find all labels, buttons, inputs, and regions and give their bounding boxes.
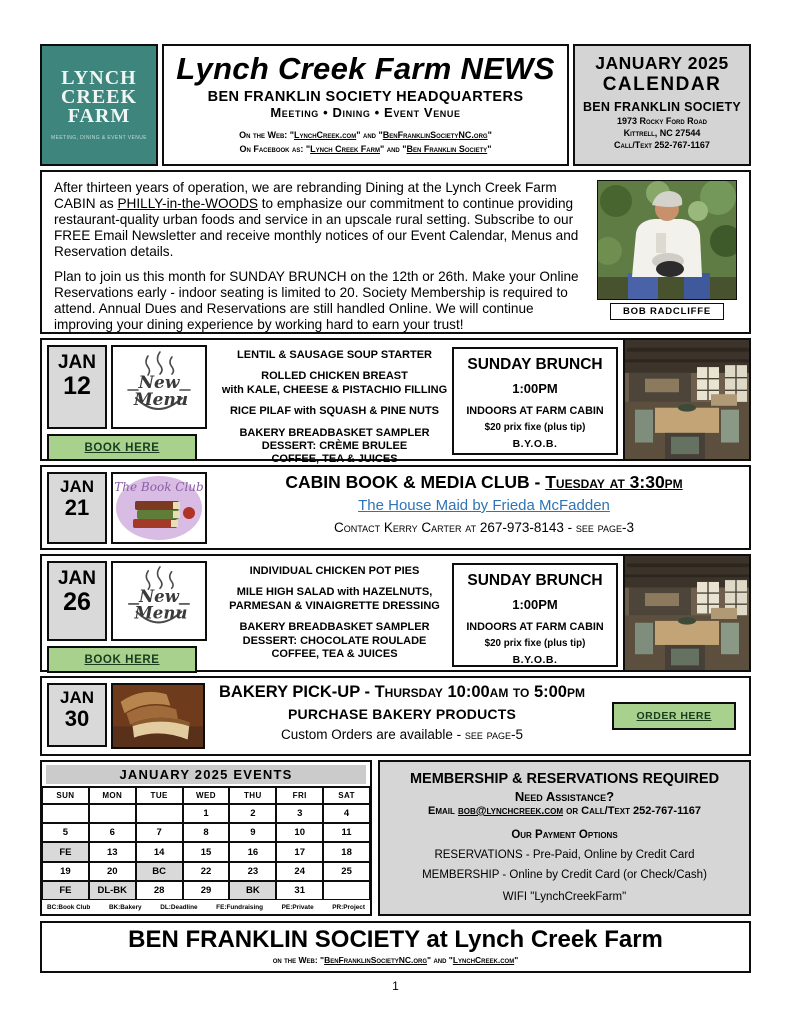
logo-text: LYNCH CREEK FARM	[60, 67, 138, 127]
bakery-title: BAKERY PICK-UP - Thursday 10:00am to 5:00pm	[219, 683, 585, 701]
events-calendar	[40, 760, 372, 916]
jan12-menu	[217, 340, 452, 466]
calendar-cell: BC	[136, 862, 183, 881]
sunday-brunch-box-jan26: SUNDAY BRUNCH 1:00PM INDOORS AT FARM CABIN $20 prix fixe (plus tip) B.Y.O.B.	[452, 563, 618, 667]
newsletter-page	[40, 44, 751, 993]
menu-item: RICE PILAF with SQUASH & PINE NUTS	[229, 405, 439, 418]
intro-paragraph-1: After thirteen years of operation, we are rebranding Dining at the Lynch Creek Farm CABIN as PHILLY-in-the-WOODS to emphasize our commitment to continue providing restaurant-quality urban foods and service in an upscale rural setting. Subscribe to our FREE Email Newsletter and receive monthly notices of our Event Calendar, Menus and Reservation details.	[54, 180, 579, 259]
assistance-contact: Email bob@lynchcreek.com or Call/Text 252-767-1167	[428, 805, 701, 817]
facebook-line: On Facebook as: "Lynch Creek Farm" and "Ben Franklin Society"	[239, 143, 492, 154]
calendar-cell: 3	[276, 804, 323, 823]
philly-in-the-woods: PHILLY-in-the-WOODS	[117, 195, 258, 211]
need-assistance: Need Assistance?	[514, 789, 615, 804]
jan12-left	[42, 340, 217, 459]
calendar-cell	[323, 881, 370, 900]
lynchcreek-link[interactable]: LynchCreek.com	[294, 130, 357, 140]
calendar-cell: 1	[183, 804, 230, 823]
calendar-day-header: SUN	[42, 787, 89, 804]
wifi-line: WIFI "LynchCreekFarm"	[502, 891, 627, 903]
new-menu-icon-jan26	[111, 561, 207, 641]
menu-item: MILE HIGH SALAD with HAZELNUTS, PARMESAN & VINAIGRETTE DRESSING	[229, 586, 440, 612]
cabin-interior-photo-jan12	[623, 340, 749, 459]
calendar-cell: 22	[183, 862, 230, 881]
facebook-society-link[interactable]: Ben Franklin Society	[406, 143, 488, 154]
legend-item: PE:Private	[281, 904, 314, 911]
header-calendar-box	[573, 44, 751, 166]
event-jan-21	[40, 465, 751, 550]
calendar-cell: 17	[276, 842, 323, 861]
membership-line: MEMBERSHIP - Online by Credit Card (or Check/Cash)	[422, 869, 707, 881]
jan12-date: JAN 12	[47, 345, 107, 429]
header	[40, 44, 751, 166]
web-line: On the Web: "LynchCreek.com" and "BenFranklinSocietyNC.org"	[239, 130, 492, 140]
events-calendar-title: JANUARY 2025 EVENTS	[46, 765, 366, 784]
legend-item: BC:Book Club	[47, 904, 91, 911]
calendar-cell: 23	[229, 862, 276, 881]
venue-line: Meeting • Dining • Event Venue	[270, 105, 461, 120]
calendar-cell: 16	[229, 842, 276, 861]
calendar-cell: FE	[42, 881, 89, 900]
footer-title: BEN FRANKLIN SOCIETY at Lynch Creek Farm	[128, 926, 663, 953]
calendar-cell: 15	[183, 842, 230, 861]
calendar-cell	[42, 804, 89, 823]
intro-paragraph-2: Plan to join us this month for SUNDAY BRUNCH on the 12th or 26th. Make your Online Reservations early - indoor seating is limited to 20. Society Membership is required to attend. Annual Dues and Reservations are still handled Online. We will continue improving your dining experience by working hard to earn your trust!	[54, 269, 579, 333]
calendar-day-header: WED	[183, 787, 230, 804]
email-link[interactable]: bob@lynchcreek.com	[457, 805, 564, 817]
calendar-cell: 10	[276, 823, 323, 842]
menu-item: ROLLED CHICKEN BREAST with KALE, CHEESE & PISTACHIO FILLING	[221, 370, 448, 396]
calendar-legend	[42, 900, 370, 914]
calendar-cell: 19	[42, 862, 89, 881]
newsletter-subtitle: BEN FRANKLIN SOCIETY HEADQUARTERS	[207, 89, 524, 105]
logo-tagline: MEETING, DINING & EVENT VENUE	[51, 135, 147, 141]
calendar-day-header: THU	[229, 787, 276, 804]
footer-web-line: on the Web: "BenFranklinSocietyNC.org" and "LynchCreek.com"	[272, 955, 519, 965]
jan26-date: JAN 26	[47, 561, 107, 641]
svg-text:The Book Club: The Book Club	[114, 480, 204, 494]
svg-text:New: New	[139, 585, 179, 606]
book-club-contact: Contact Kerry Carter at 267-973-8143 - see page-3	[333, 520, 635, 535]
jan30-date-wrap	[42, 678, 107, 754]
jan30-date: JAN 30	[47, 683, 107, 747]
membership-title: MEMBERSHIP & RESERVATIONS REQUIRED	[409, 771, 720, 787]
calendar-cell: 31	[276, 881, 323, 900]
calendar-cell: 20	[89, 862, 136, 881]
menu-item: BAKERY BREADBASKET SAMPLER DESSERT: CRÈME BRULEE COFFEE, TEA & JUICES	[239, 426, 430, 466]
calendar-cell: 18	[323, 842, 370, 861]
page-number: 1	[392, 979, 399, 993]
order-here-button[interactable]: ORDER HERE	[612, 702, 736, 730]
jan30-details	[205, 678, 599, 754]
footer-benfranklin-link[interactable]: BenFranklinSocietyNC.org	[324, 955, 428, 965]
jan26-left	[42, 556, 217, 670]
bakery-line2: PURCHASE BAKERY PRODUCTS	[287, 706, 517, 722]
svg-text:Menu: Menu	[134, 602, 188, 623]
membership-box	[378, 760, 751, 916]
calendar-cell: 7	[136, 823, 183, 842]
facebook-farm-link[interactable]: Lynch Creek Farm	[310, 143, 380, 154]
calendar-day-header: SAT	[323, 787, 370, 804]
lynch-creek-farm-logo	[40, 44, 158, 166]
legend-item: DL:Deadline	[160, 904, 198, 911]
legend-item: BK:Bakery	[108, 904, 142, 911]
society-address: 1973 Rocky Ford Road Kittrell, NC 27544 Call/Text 252-767-1167	[614, 116, 710, 151]
legend-item: PR:Project	[332, 904, 365, 911]
intro-text	[54, 180, 593, 333]
calendar-cell: BK	[229, 881, 276, 900]
calendar-cell: 4	[323, 804, 370, 823]
svg-text:Menu: Menu	[133, 390, 189, 410]
calendar-cell: DL-BK	[89, 881, 136, 900]
intro-section	[40, 170, 751, 334]
event-jan-26	[40, 554, 751, 672]
calendar-day-header: FRI	[276, 787, 323, 804]
book-club-title: CABIN BOOK & MEDIA CLUB - Tuesday at 3:30pm	[285, 472, 683, 492]
calendar-cell: 14	[136, 842, 183, 861]
menu-item: BAKERY BREADBASKET SAMPLER DESSERT: CHOCOLATE ROULADE COFFEE, TEA & JUICES	[239, 621, 430, 661]
calendar-cell: 5	[42, 823, 89, 842]
payment-options-header: Our Payment Options	[511, 829, 618, 841]
calendar-cell: 2	[229, 804, 276, 823]
menu-item: INDIVIDUAL CHICKEN POT PIES	[249, 565, 420, 577]
order-wrap	[599, 678, 749, 754]
events-calendar-grid	[42, 786, 370, 900]
calendar-cell	[89, 804, 136, 823]
calendar-cell: 28	[136, 881, 183, 900]
event-jan-30	[40, 676, 751, 756]
svg-text:New: New	[138, 373, 180, 393]
calendar-day-header: TUE	[136, 787, 183, 804]
calendar-cell: 25	[323, 862, 370, 881]
calendar-label: CALENDAR	[602, 74, 722, 95]
legend-item: FE:Fundraising	[216, 904, 264, 911]
event-jan-12	[40, 338, 751, 466]
bob-radcliffe-photo	[597, 180, 737, 300]
jan21-left	[42, 467, 219, 548]
footer-lynchcreek-link[interactable]: LynchCreek.com	[452, 955, 515, 965]
menu-item: LENTIL & SAUSAGE SOUP STARTER	[237, 349, 432, 361]
calendar-cell	[136, 804, 183, 823]
bottom-section	[40, 760, 751, 916]
book-here-button-jan12[interactable]: BOOK HERE	[47, 434, 197, 461]
photo-column	[593, 180, 741, 326]
benfranklin-link[interactable]: BenFranklinSocietyNC.org	[382, 130, 488, 140]
calendar-cell: 6	[89, 823, 136, 842]
newsletter-title: Lynch Creek Farm NEWS	[176, 51, 555, 86]
book-here-button-jan26[interactable]: BOOK HERE	[47, 646, 197, 673]
calendar-cell: 9	[229, 823, 276, 842]
reservations-line: RESERVATIONS - Pre-Paid, Online by Credit Card	[434, 849, 695, 861]
jan21-date: JAN 21	[47, 472, 107, 544]
masthead	[162, 44, 569, 166]
calendar-day-header: MON	[89, 787, 136, 804]
calendar-cell: 13	[89, 842, 136, 861]
calendar-cell: 8	[183, 823, 230, 842]
jan21-details	[219, 467, 749, 548]
cabin-interior-photo-jan26	[623, 556, 749, 670]
society-name: BEN FRANKLIN SOCIETY	[582, 100, 742, 114]
calendar-cell: 11	[323, 823, 370, 842]
calendar-cell: 24	[276, 862, 323, 881]
calendar-cell: FE	[42, 842, 89, 861]
new-menu-icon	[111, 345, 207, 429]
bread-photo	[111, 683, 205, 749]
calendar-month: JANUARY 2025	[595, 53, 729, 73]
footer	[40, 921, 751, 973]
web-links	[164, 129, 567, 156]
calendar-cell: 29	[183, 881, 230, 900]
photo-caption: BOB RADCLIFFE	[610, 303, 724, 320]
book-title-link[interactable]: The House Maid by Frieda McFadden	[358, 497, 610, 514]
bakery-line3: Custom Orders are available - see page-5	[281, 727, 523, 742]
sunday-brunch-box-jan12: SUNDAY BRUNCH 1:00PM INDOORS AT FARM CABIN $20 prix fixe (plus tip) B.Y.O.B.	[452, 347, 618, 455]
jan26-menu	[217, 556, 452, 670]
book-club-icon	[111, 472, 207, 544]
